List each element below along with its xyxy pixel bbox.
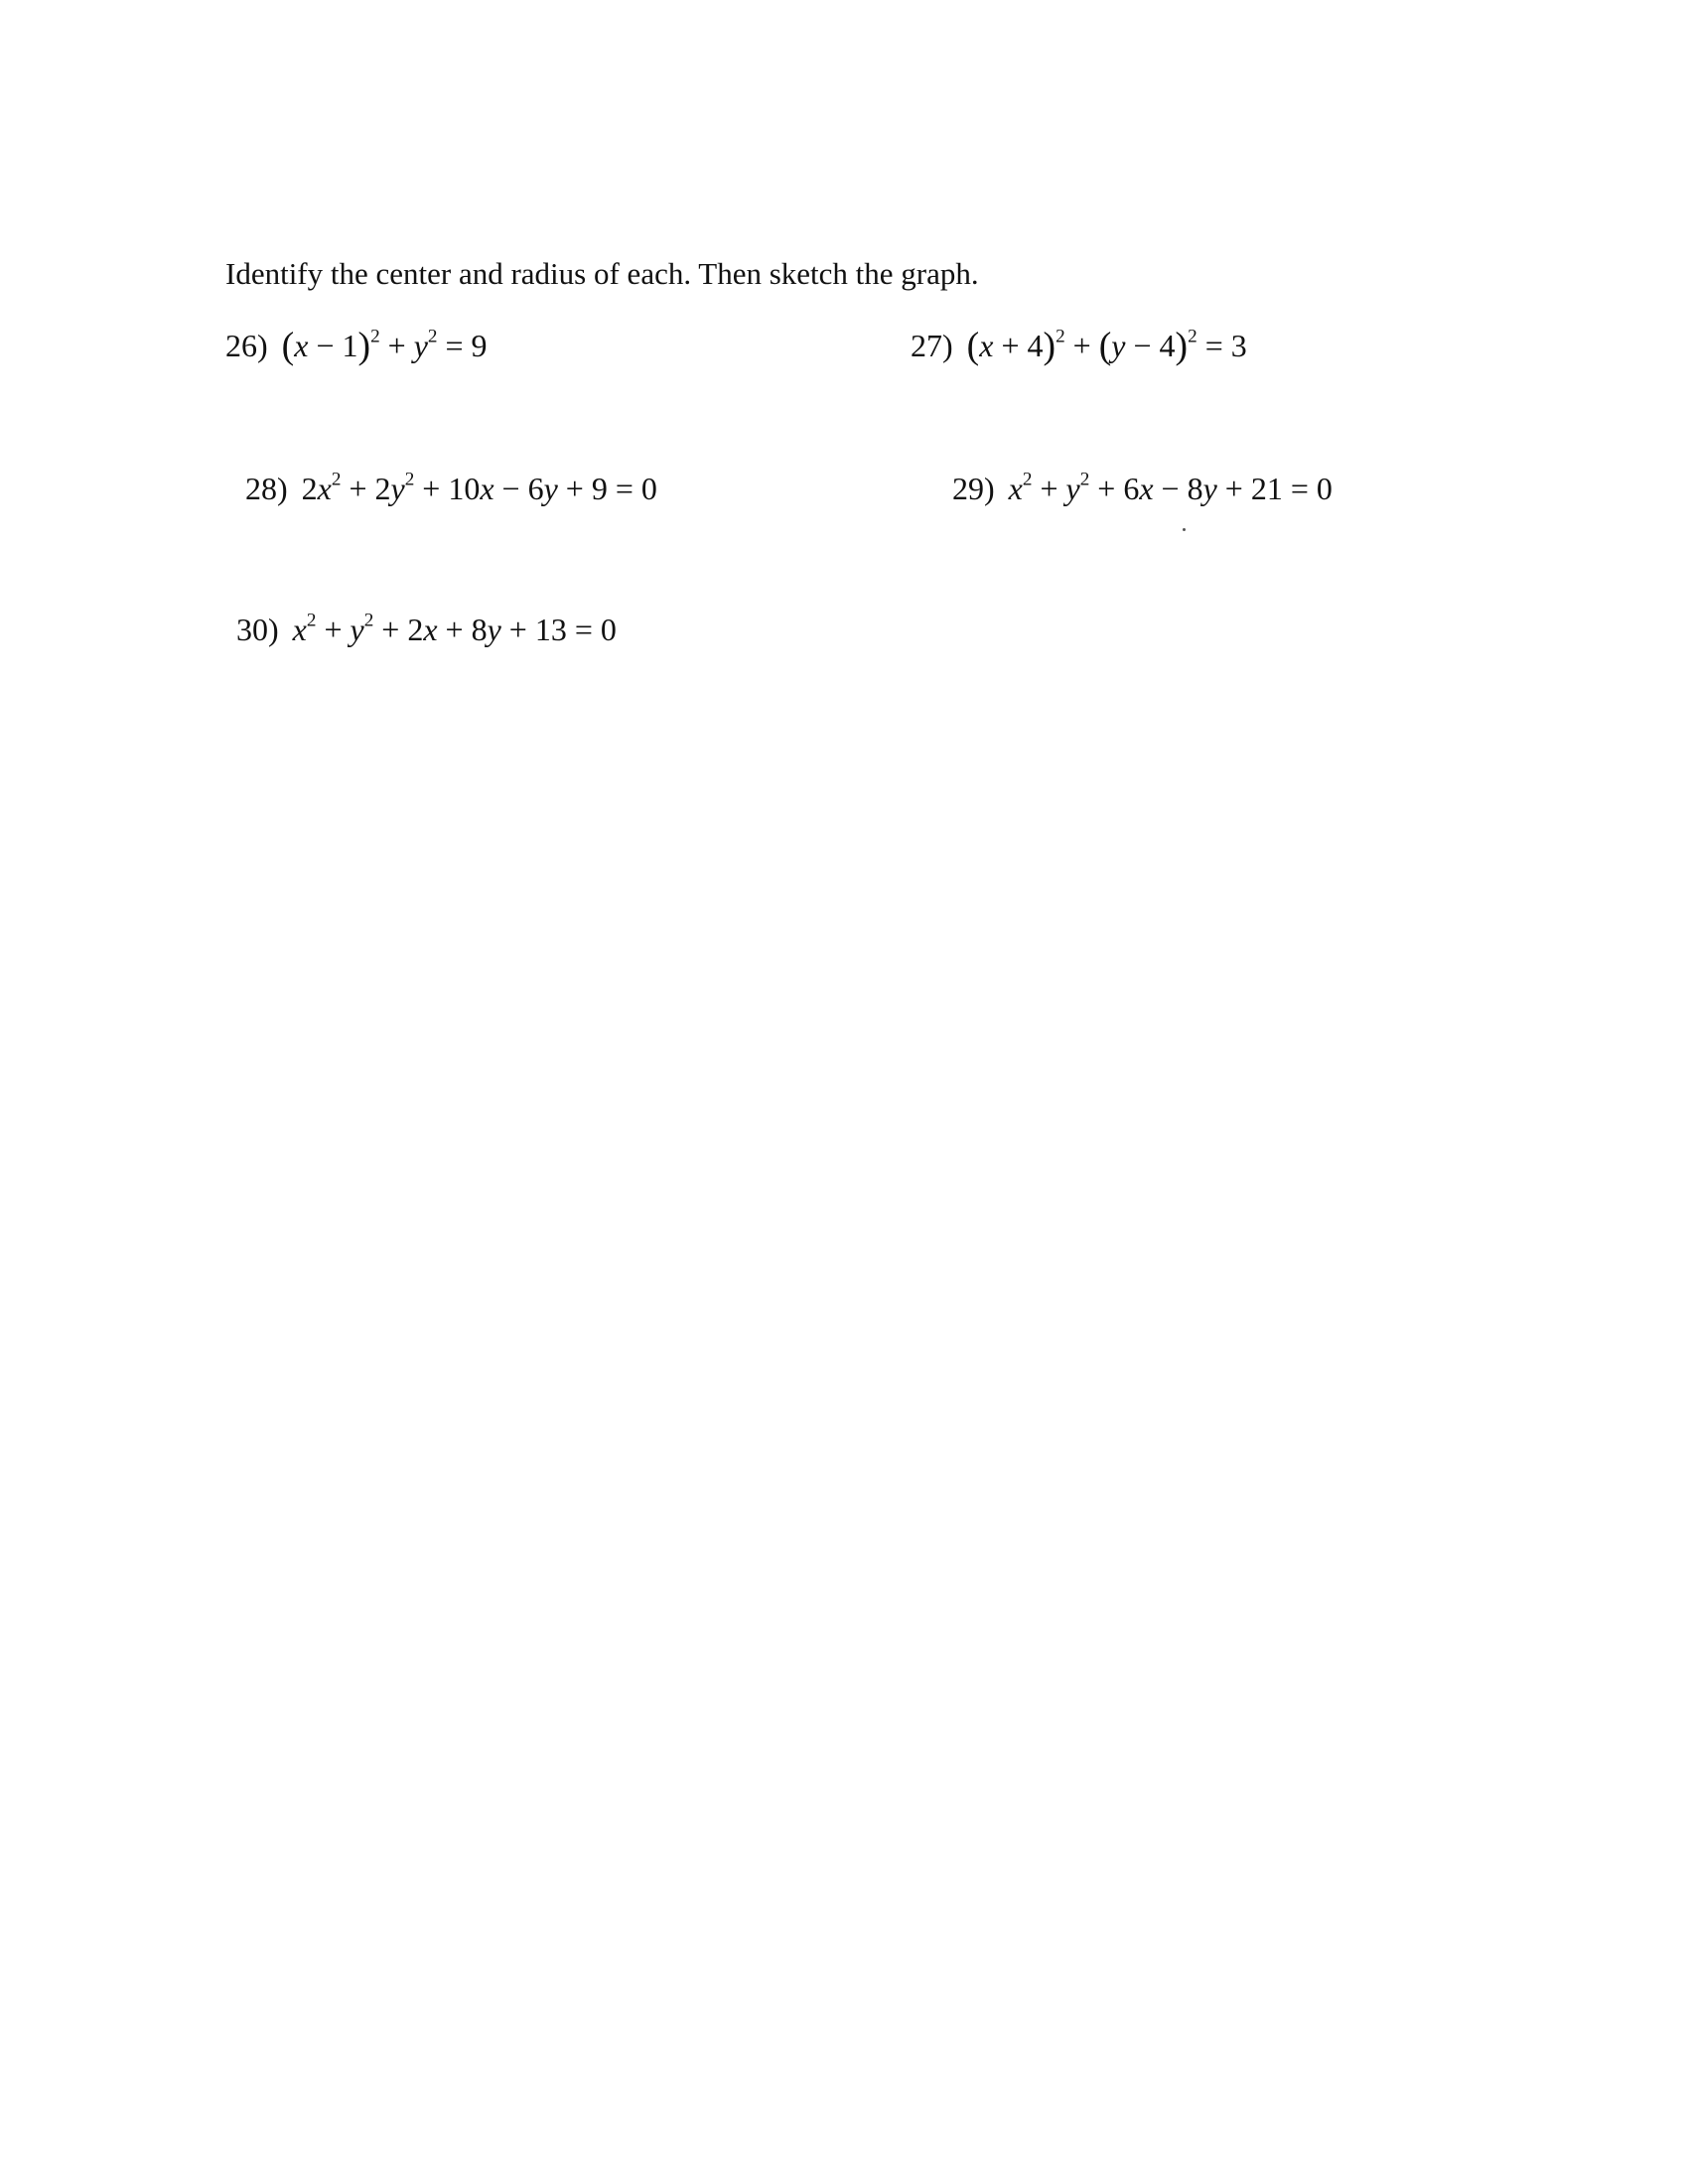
problem-number: 30)	[236, 612, 279, 647]
problem-27	[911, 325, 1247, 366]
problem-equation: $x^2 + y^2 + 6x - 8y + 21 = 0$	[1008, 469, 1333, 506]
problem-equation: $(x - 1)^2 + y^2 = 9$	[281, 325, 488, 366]
problem-number: 27)	[911, 327, 953, 363]
problem-equation: $x^2 + y^2 + 2x + 8y + 13 = 0$	[292, 610, 617, 647]
problem-29	[952, 469, 1333, 506]
stray-mark	[1183, 528, 1186, 531]
instructions-text: Identify the center and radius of each. Then sketch the graph.	[225, 256, 979, 291]
problem-30	[236, 610, 617, 647]
problem-26	[225, 325, 488, 366]
problem-28	[245, 469, 657, 506]
problem-number: 28)	[245, 471, 288, 506]
problem-equation: $(x + 4)^2 + (y - 4)^2 = 3$	[966, 325, 1247, 366]
problem-number: 29)	[952, 471, 995, 506]
problem-equation: $2x^2 + 2y^2 + 10x - 6y + 9 = 0$	[301, 469, 657, 506]
problem-number: 26)	[225, 327, 268, 363]
